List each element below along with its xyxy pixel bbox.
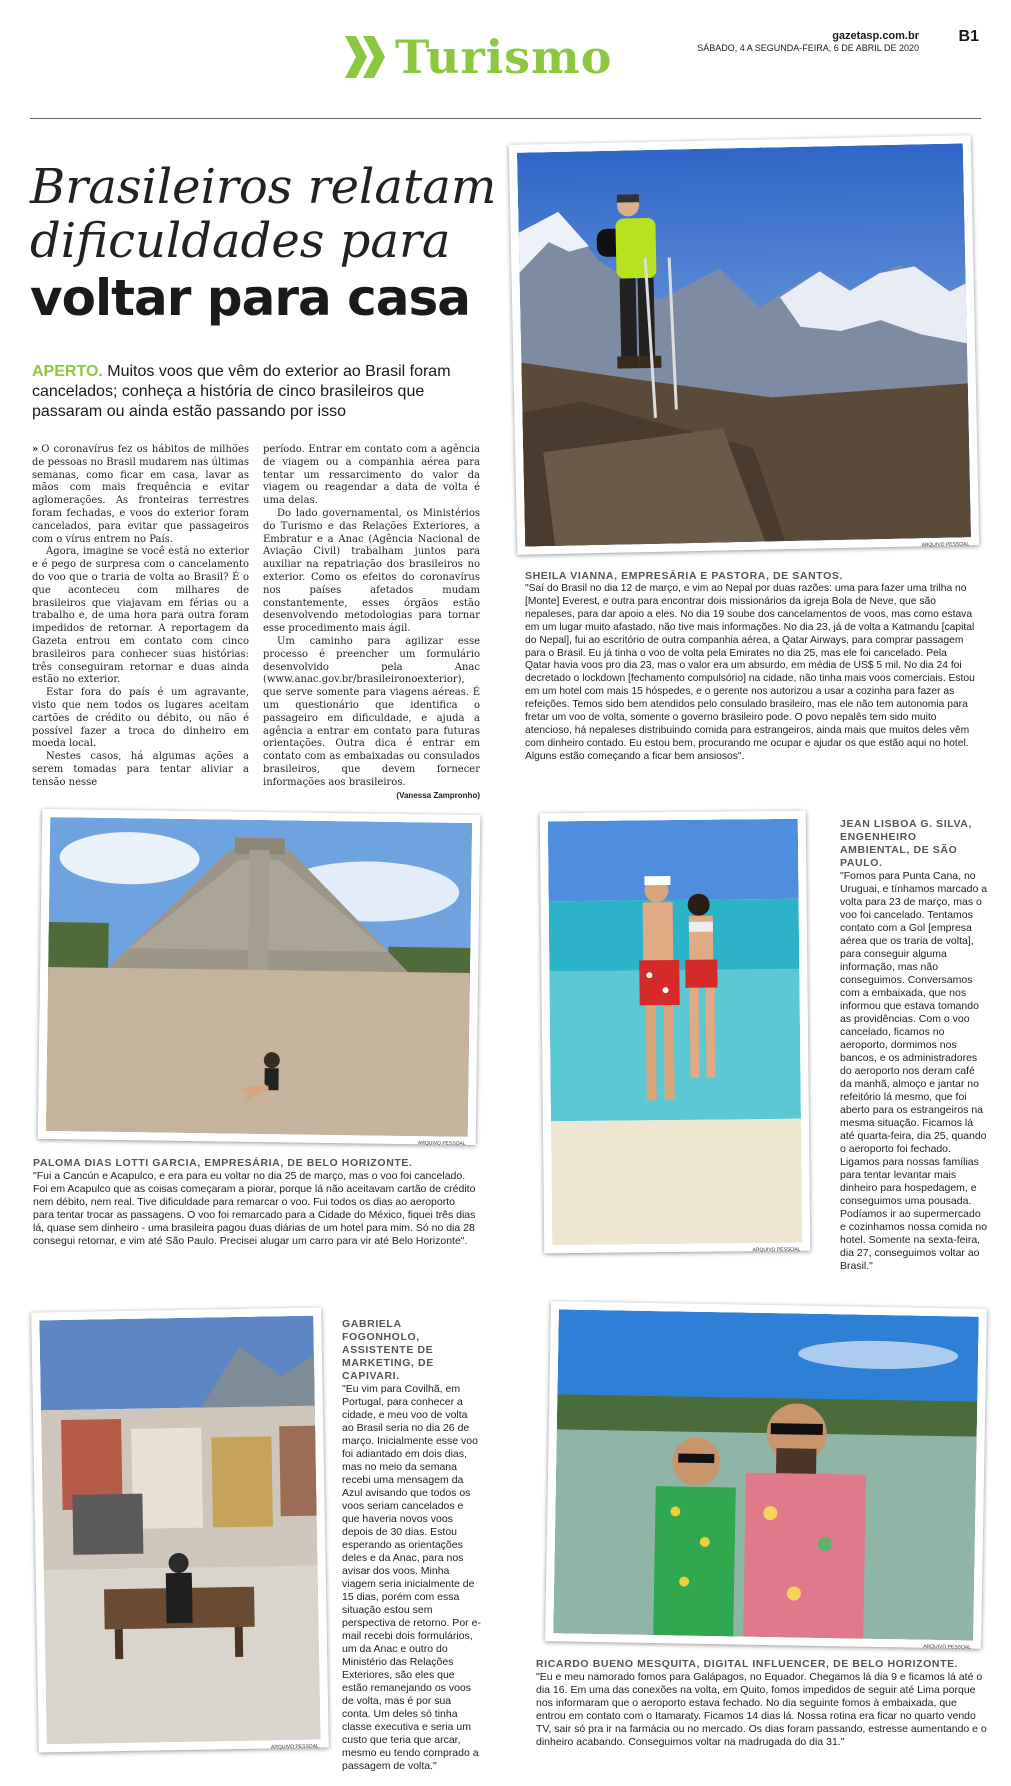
story-sheila xyxy=(525,570,975,764)
beach-couple-image xyxy=(548,819,802,1246)
article-byline: (Vanessa Zampronho) xyxy=(396,790,480,800)
article-start-icon: » xyxy=(32,444,39,455)
story-jean xyxy=(840,818,988,1273)
photo-jean[interactable] xyxy=(540,811,811,1254)
body-column-1 xyxy=(32,444,249,790)
photo-gabriela[interactable] xyxy=(31,1308,329,1753)
selfie-beach-image xyxy=(553,1309,979,1640)
page-number: B1 xyxy=(958,28,979,45)
story-gabriela xyxy=(342,1318,482,1773)
story-text: "Saí do Brasil no dia 12 de março, e vim ao Nepal por duas razões: uma para fazer uma trilha no [Monte] Everest, e outra para encontrar dois missionários da igreja Bola de Neve, que são nepaleses, para dar apoio a eles. No dia 19 soube dos cancelamentos de voos, mas como estava em um lugar muito afastado, não tive mais informações. No dia 23, já de volta a Katmandu [capital do Nepal], fui ao escritório de outra companhia aérea, a Qatar Airways, para comprar passagem para o Brasil. Eu já tinha o voo de volta pela Emirates no dia 25, mas ele foi cancelado. Pela Qatar havia voos pro dia 23, mas o valor era um absurdo, em média de US$ 5 mil. No dia 24 foi decretado o lockdown [fechamento compulsório] na cidade, não tinha mais voos comerciais. Estou em um hotel com mais 15 hóspedes, e o gerente nos autorizou a usar a cozinha para fazer as refeições. Temos sido bem atendidos pelo consulado brasileiro, mas ele não tem autonomia para fretar um voo de volta, somente o governo brasileiro pode. O povo nepalês tem sido muito atencioso, há nepaleses distribuindo comida para estrangeiros, ainda mais que muitos deles vêm com dinheiro contado. Eu estou bem, procurando me ocupar e ajudar os que estão aqui no hotel. Alguns estão começando a ficar bem ansiosos". xyxy=(525,583,975,762)
body-paragraph: Nestes casos, há algumas ações a serem tomadas para tentar aliviar a tensão nesse xyxy=(32,751,249,788)
photo-credit: ARQUIVO PESSOAL xyxy=(923,1643,972,1651)
story-name: PALOMA DIAS LOTTI GARCIA, EMPRESÁRIA, DE BELO HORIZONTE. xyxy=(33,1157,413,1169)
lead-paragraph xyxy=(32,362,472,422)
pyramid-image xyxy=(46,817,472,1137)
edition-date: SÁBADO, 4 A SEGUNDA-FEIRA, 6 DE ABRIL DE 2020 xyxy=(697,43,919,53)
story-text: "Fomos para Punta Cana, no Uruguai, e tínhamos marcado a volta para 23 de março, mas o voo foi cancelado. Tentamos contato com a Gol [empresa aérea que os traria de volta], para conseguir alguma informação, mas não conseguimos. Conversamos com a embaixada, que nos informou que estava tomando as providências. Com o voo cancelado, ficamos no aeroporto, dormimos nos bancos, e os administradores do aeroporto nos deram café da manhã, almoço e jantar no refeitório lá mesmo, que foi aberto para os estrangeiros na mesma situação. Ficamos lá até quarta-feira, dia 25, quando o aeroporto foi fechado. Ligamos para nossas famílias para tentar levantar mais dinheiro para hospedagem, e conseguimos uma pousada. Podíamos ir ao supermercado e cozinhamos nossa comida no hotel. Somente na sexta-feira, dia 27, conseguimos voltar ao Brasil." xyxy=(840,870,988,1272)
headline-line-3: voltar para casa xyxy=(30,269,471,327)
body-paragraph: Estar fora do país é um agravante, visto que nem todos os lugares aceitam cartões de crédito ou débito, ou não é possível fazer a troca do dinheiro em moeda local. xyxy=(32,687,249,750)
body-paragraph: Do lado governamental, os Ministérios do Turismo e das Relações Exteriores, a Embratur e a Anac (Agência Nacional de Aviação Civil) trabalham juntos para auxiliar na repatriação dos brasileiros no exterior. Como os efeitos do coronavírus nos países afetados mudam constantemente, esses órgãos estão desenvolvendo metodologias para tornar esse procedimento mais ágil. xyxy=(263,507,480,635)
mountain-trekker-image xyxy=(517,143,971,549)
story-name: RICARDO BUENO MESQUITA, DIGITAL INFLUENCER, DE BELO HORIZONTE. xyxy=(536,1658,959,1670)
photo-image xyxy=(517,143,971,549)
story-text: "Fui a Cancún e Acapulco, e era para eu voltar no dia 25 de março, mas o voo foi cancelado. Foi em Acapulco que as coisas começaram a piorar, porque lá não aceitavam cartão de crédito nem débito, nem real. Tive dificuldade para remarcar o voo. Fui todos os dias ao aeroporto para tentar trocar as passagens. O voo foi remarcado para a Cidade do México, fiquei três dias lá, quase sem dinheiro - uma brasileira pagou duas diárias de um hotel para mim. Só no dia 28 consegui retornar, e vim até São Paulo. Precisei alugar um carro para vir até Belo Horizonte". xyxy=(33,1170,476,1247)
photo-image xyxy=(553,1309,979,1640)
town-mural-image xyxy=(39,1316,320,1745)
section-title: Turismo xyxy=(395,30,613,84)
section-logo xyxy=(345,30,612,84)
photo-image xyxy=(548,819,802,1246)
body-paragraph: » O coronavírus fez os hábitos de milhões de pessoas no Brasil mudarem nas últimas semanas, como ficar em casa, lavar as mãos com mais frequência e evitar aglomerações. As fronteiras terrestres foram fechadas, e voos do exterior foram cancelados, para evitar que passageiros com o vírus entrem no País. xyxy=(32,444,249,545)
photo-credit: ARQUIVO PESSOAL xyxy=(270,1743,319,1751)
photo-sheila[interactable] xyxy=(509,135,979,555)
photo-image xyxy=(46,817,472,1137)
site-url[interactable]: gazetasp.com.br xyxy=(832,30,919,42)
body-paragraph: Um caminho para agilizar esse processo é preencher um formulário desenvolvido pela Anac (www.anac.gov.br/brasileironoexterior), que serve somente para viagens aéreas. É um questionário que identifica o passageiro em dificuldade, e ajuda a agência a entrar em contato para futuras orientações. Outra dica é entrar em contato com as embaixadas ou consulados brasileiros, que devem fornecer informações aos brasileiros. xyxy=(263,635,480,788)
photo-credit: ARQUIVO PESSOAL xyxy=(921,541,970,549)
body-paragraph: período. Entrar em contato com a agência de viagem ou a companhia aérea para tentar um ressarcimento do valor da viagem ou reagendar a data de volta é uma delas. xyxy=(263,444,480,507)
story-ricardo xyxy=(536,1658,988,1749)
chevron-right-icon xyxy=(345,36,367,78)
photo-ricardo[interactable] xyxy=(545,1301,987,1649)
body-column-2 xyxy=(263,444,480,802)
lead-text: Muitos voos que vêm do exterior ao Brasil foram cancelados; conheça a história de cinco brasileiros que passaram ou ainda estão passando por isso xyxy=(32,363,451,420)
headline-line-1: Brasileiros relatam xyxy=(30,159,497,215)
header-divider xyxy=(30,118,981,119)
story-paloma xyxy=(33,1157,478,1248)
body-paragraph: Agora, imagine se você está no exterior e é pego de surpresa com o cancelamento do voo que o traria de volta ao Brasil? É o que aconteceu com milhares de brasileiros que viajavam em férias ou a trabalho e, de uma hora para outra foram impedidos de retornar. A reportagem da Gazeta entrou em contato com cinco brasileiros para conhecer suas histórias: três conseguiram retornar e duas ainda estão no exterior. xyxy=(32,546,249,686)
photo-paloma[interactable] xyxy=(38,809,481,1145)
story-name: GABRIELA FOGONHOLO, ASSISTENTE DE MARKETING, DE CAPIVARI. xyxy=(342,1318,434,1382)
headline-line-2: dificuldades para xyxy=(30,213,451,269)
story-text: "Eu vim para Covilhã, em Portugal, para conhecer a cidade, e meu voo de volta ao Brasil seria no dia 26 de março. Inicialmente esse voo foi adiantado em dois dias, mas no meio da semana recebi uma mensagem da Azul avisando que todos os voos seriam cancelados e que haveria novos voos depois de 30 dias. Estou esperando as orientações deles e da Anac, para nos avisar dos voos. Minha viagem seria inicialmente de 15 dias, porém com essa situação estou sem perspectiva de retorno. Por e-mail recebi dois formulários, um da Anac e outro do Ministério das Relações Exteriores, são eles que estão remanejando os voos de volta, mas é por sua conta. Um deles só tinha classe executiva e seria um custo que teria que arcar, mesmo eu tendo comprado a passagem de volta." xyxy=(342,1383,481,1772)
lead-kicker: APERTO. xyxy=(32,363,103,380)
photo-credit: ARQUIVO PESSOAL xyxy=(417,1140,466,1147)
story-name: JEAN LISBOA G. SILVA, ENGENHEIRO AMBIENTAL, DE SÃO PAULO. xyxy=(840,818,973,869)
photo-credit: ARQUIVO PESSOAL xyxy=(752,1246,801,1254)
story-name: SHEILA VIANNA, EMPRESÁRIA E PASTORA, DE SANTOS. xyxy=(525,570,843,582)
photo-image xyxy=(39,1316,320,1745)
story-text: "Eu e meu namorado fomos para Galápagos, no Equador. Chegamos lá dia 9 e ficamos lá até o dia 16. Em uma das conexões na volta, em Quito, fomos impedidos de seguir até Lima porque nos informaram que o aeroporto estava fechado. No dia seguinte fomos à embaixada, que entrou em contato com o Itamaraty. Ficamos 14 dias lá. Nossa rotina era ficar no quarto vendo TV, sair só pra ir na farmácia ou no mercado. Os dias foram passando, estresse aumentando e o dinheiro acabando. Conseguimos voltar na madrugada do dia 31." xyxy=(536,1671,987,1748)
